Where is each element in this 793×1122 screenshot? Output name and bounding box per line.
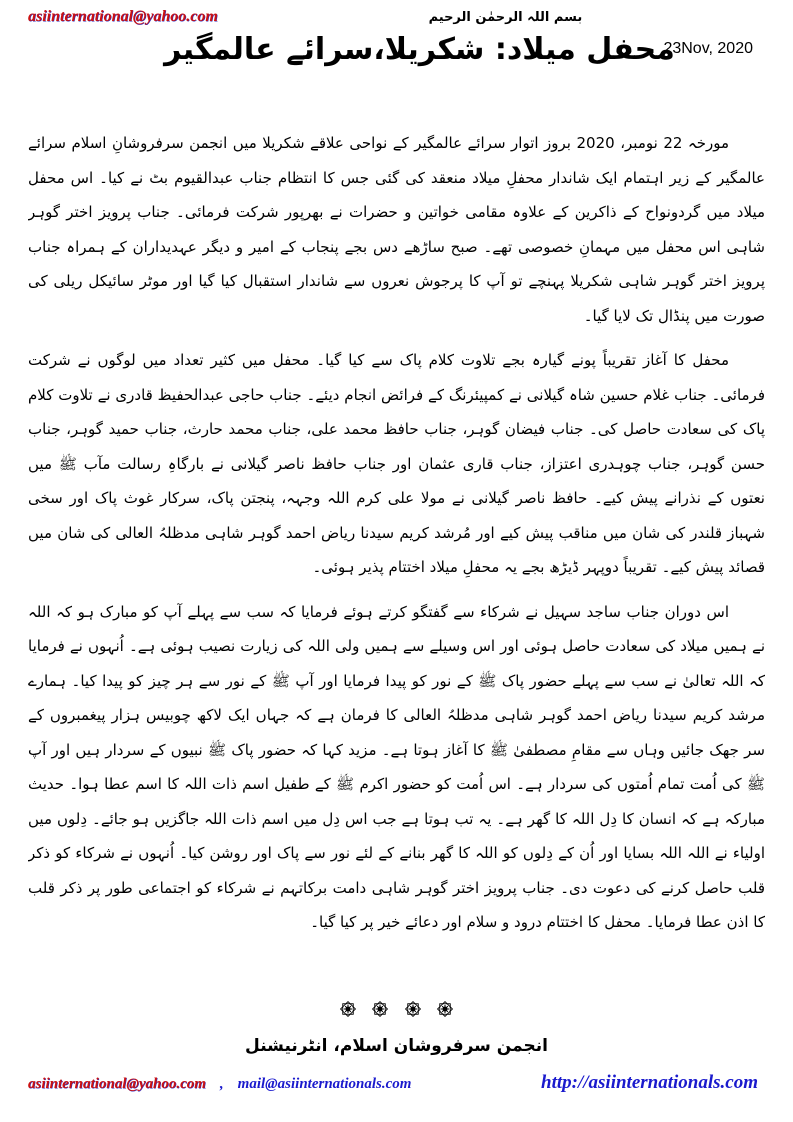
footer-emails — [28, 1076, 411, 1093]
paragraph: مورخہ 22 نومبر، 2020 بروز اتوار سرائے عالمگیر کے نواحی علاقے شکریلا میں انجمن سرفروشانِ اسلام سرائے عالمگیر کے زیر اہتمام ایک شاندار محفلِ میلاد منعقد کی گئی جس کا انتظام جناب عبدالقیوم بٹ نے کیا۔ اس محفل میلاد میں گردونواح کے ذاکرین کے علاوہ مقامی خواتین و حضرات نے بھرپور شرکت فرمائی۔ جناب پرویز اختر گوہر شاہی اس محفل میں مہمانِ خصوصی تھے۔ صبح ساڑھے دس بجے پنجاب کے امیر و دیگر عہدیداران کے ہمراہ جناب پرویز اختر گوہر شاہی شکریلا پہنچے تو آپ کا پرجوش نعروں سے شاندار استقبال کیا گیا اور موٹر سائیکل ریلی کی صورت میں پنڈال تک لایا گیا۔ — [28, 134, 765, 325]
ornament-star-icon — [339, 1000, 357, 1018]
footer — [28, 1072, 758, 1094]
paragraph: محفل کا آغاز تقریباً پونے گیارہ بجے تلاوت کلام پاک سے کیا گیا۔ محفل میں کثیر تعداد میں لوگوں نے شرکت فرمائی۔ جناب غلام حسین شاہ گیلانی نے کمپیئرنگ کے فرائض انجام دیئے۔ جناب حاجی عبدالحفیظ قادری نے تلاوت کلام پاک کی سعادت حاصل کی۔ جناب فیضان گوہر، جناب حافظ محمد علی، جناب محمد حارث، جناب حمید گوہر، جناب حسن گوہر، جناب چوہدری اعتزاز، جناب قاری عثمان اور جناب حافظ ناصر گیلانی نے بارگاہِ رسالت مآب ﷺ میں نعتوں کے نذرانے پیش کیے۔ حافظ ناصر گیلانی نے مولا علی کرم اللہ وجہہ، پنجتن پاک، سرکار غوث پاک اور سخی شہباز قلندر کی شان میں مناقب پیش کیے اور مُرشد کریم سیدنا ریاض احمد گوہر شاہی مدظلہُ العالی کی شان میں قصائد پیش کیے۔ تقریباً دوپہر ڈیڑھ بجے یہ محفلِ میلاد اختتام پذیر ہوئی۔ — [28, 351, 765, 576]
footer-separator: , — [219, 1076, 224, 1092]
paragraph: اس دوران جناب ساجد سہیل نے شرکاء سے گفتگو کرتے ہوئے فرمایا کہ سب سے پہلے آپ کو مبارک ہو کہ اللہ نے ہمیں میلاد کی سعادت حاصل ہوئی اور اس وسیلے سے ہمیں ولی اللہ کی زیارت نصیب ہوئی ہے۔ اُنہوں نے فرمایا کہ اللہ تعالیٰ نے سب سے پہلے حضور پاک ﷺ کے نور کو پیدا فرمایا اور آپ ﷺ کے نور سے ہر چیز کو پیدا کیا۔ ہمارے مرشد کریم سیدنا ریاض احمد گوہر شاہی مدظلہُ العالی کا فرمان ہے کہ جہاں ایک لاکھ چوبیس ہزار پیغمبروں کے سر جھک جائیں وہاں سے مقامِ مصطفیٰ ﷺ کا آغاز ہوتا ہے۔ مزید کہا کہ حضور پاک ﷺ نبیوں کے سردار ہیں اور آپ ﷺ کی اُمت تمام اُمتوں کی سردار ہے۔ اس اُمت کو حضور اکرم ﷺ کے طفیل اسم ذات اللہ کا اسم عطا ہوا۔ حدیث مبارکہ ہے کہ انسان کا دِل اللہ کا گھر ہے۔ یہ تب ہوتا ہے جب اس دِل میں اسم ذات اللہ جاگزیں ہو جائے۔ دِلوں میں اولیاء نے اللہ اللہ بسایا اور اُن کے دِلوں کو اللہ کا گھر بنانے کے لئے نور سے پاک اور روشن کیا۔ اُنہوں نے شرکاء کو ذکر قلب حاصل کرنے کی دعوت دی۔ جناب پرویز اختر گوہر شاہی دامت برکاتہم نے شرکاء کو اجتماعی طور پر ذکر قلب کا اذن عطا فرمایا۔ محفل کا اختتام درود و سلام اور دعائے خیر پر کیا گیا۔ — [28, 602, 765, 931]
bismillah-wrap — [218, 8, 793, 26]
header-email-link[interactable]: asiinternational@yahoo.com — [28, 8, 218, 25]
ornament-divider — [0, 1000, 793, 1018]
ornament-star-icon — [436, 1000, 454, 1018]
header — [0, 0, 793, 26]
bismillah-text: بسم اللہ الرحمٰن الرحیم — [428, 10, 583, 25]
footer-email-primary-link[interactable]: asiinternational@yahoo.com — [28, 1076, 206, 1092]
org-name: انجمن سرفروشان اسلام، انٹرنیشنل — [245, 1036, 548, 1056]
ornament-star-icon — [404, 1000, 422, 1018]
ornament-star-icon — [371, 1000, 389, 1018]
footer-email-secondary-link[interactable]: mail@asiinternationals.com — [237, 1076, 412, 1092]
website-link[interactable]: http://asiinternationals.com — [541, 1072, 758, 1093]
title-row — [0, 32, 793, 102]
document-body — [28, 126, 765, 978]
date-text: 23Nov, 2020 — [663, 40, 753, 57]
page-title: محفل میلاد: شکریلا،سرائے عالمگیر — [164, 32, 675, 67]
